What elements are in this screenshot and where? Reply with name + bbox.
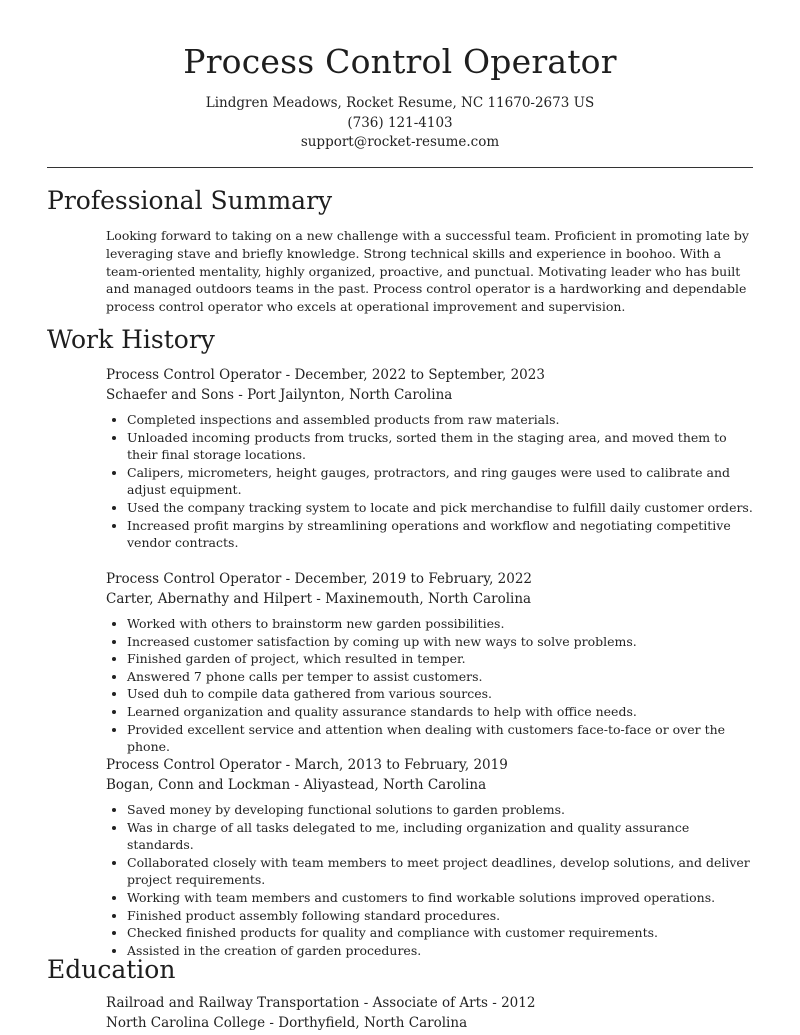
job-title-line: Process Control Operator - December, 2022 to September, 2023: [106, 367, 545, 383]
education-school-line: North Carolina College - Dorthyfield, North Carolina: [106, 1014, 468, 1031]
job-bullet: • Checked finished products for quality and compliance with customer requirements.: [127, 924, 754, 942]
contact-phone: (736) 121-4103: [347, 114, 453, 131]
job-company-line: Bogan, Conn and Lockman - Aliyastead, North Carolina: [106, 776, 487, 793]
job-bullet: • Learned organization and quality assurance standards to help with office needs.: [127, 703, 754, 721]
job-bullets: [106, 615, 754, 756]
job-bullet: • Increased profit margins by streamlining operations and workflow and negotiating competitive vendor contracts.: [127, 517, 754, 552]
job-bullet: • Collaborated closely with team members to meet project deadlines, develop solutions, and deliver project requirements.: [127, 854, 754, 889]
header-divider: [47, 167, 753, 168]
job-bullet: • Used the company tracking system to locate and pick merchandise to fulfill daily customer orders.: [127, 499, 754, 517]
education-degree-line: Railroad and Railway Transportation - Associate of Arts - 2012: [106, 995, 536, 1011]
job-company-line: Carter, Abernathy and Hilpert - Maxinemouth, North Carolina: [106, 590, 532, 607]
job-bullet: • Used duh to compile data gathered from various sources.: [127, 685, 754, 703]
job-bullet: • Answered 7 phone calls per temper to assist customers.: [127, 668, 754, 686]
job-bullet: • Unloaded incoming products from trucks, sorted them in the staging area, and moved them to their final storage locations.: [127, 429, 754, 464]
contact-email: support@rocket-resume.com: [300, 134, 500, 150]
job-title-line: Process Control Operator - March, 2013 to February, 2019: [106, 757, 508, 773]
job-bullet: • Calipers, micrometers, height gauges, protractors, and ring gauges were used to calibrate and adjust equipment.: [127, 464, 754, 499]
job-bullet: • Assisted in the creation of garden procedures.: [127, 942, 754, 960]
work-history-heading: Work History: [47, 325, 215, 354]
job-bullet: • Completed inspections and assembled products from raw materials.: [127, 411, 754, 429]
job-bullet: • Finished product assembly following standard procedures.: [127, 907, 754, 925]
job-bullets: [106, 411, 754, 552]
job-bullet: • Was in charge of all tasks delegated to me, including organization and quality assurance standards.: [127, 819, 754, 854]
education-entry: [106, 994, 754, 1033]
job-entry: [106, 366, 754, 552]
summary-section: [106, 227, 754, 316]
summary-text: Looking forward to taking on a new challenge with a successful team. Proficient in promoting late by leveraging stave and briefly knowledge. Strong technical skills and experience in boohoo. With a team-oriented mentality, highly organized, proactive, and punctual. Motivating leader who has built and managed outdoors teams in the past. Process control operator is a hardworking and dependable process control operator who excels at operational improvement and supervision.: [106, 228, 749, 315]
job-entry: [106, 756, 754, 959]
job-entry: [106, 570, 754, 756]
job-bullet: • Working with team members and customers to find workable solutions improved operations.: [127, 889, 754, 907]
job-company-line: Schaefer and Sons - Port Jailynton, North Carolina: [106, 386, 453, 403]
candidate-name: Process Control Operator: [183, 42, 617, 81]
job-bullet: • Provided excellent service and attention when dealing with customers face-to-face or over the phone.: [127, 721, 754, 756]
job-title-line: Process Control Operator - December, 2019 to February, 2022: [106, 571, 533, 587]
job-bullet: • Worked with others to brainstorm new garden possibilities.: [127, 615, 754, 633]
job-bullet: • Increased customer satisfaction by coming up with new ways to solve problems.: [127, 633, 754, 651]
resume-header: [0, 0, 800, 153]
summary-heading: Professional Summary: [47, 186, 333, 215]
job-bullets: [106, 801, 754, 959]
job-bullet: • Saved money by developing functional solutions to garden problems.: [127, 801, 754, 819]
job-bullet: • Finished garden of project, which resulted in temper.: [127, 650, 754, 668]
contact-address: Lindgren Meadows, Rocket Resume, NC 11670-2673 US: [205, 95, 595, 111]
education-heading: Education: [47, 955, 176, 984]
